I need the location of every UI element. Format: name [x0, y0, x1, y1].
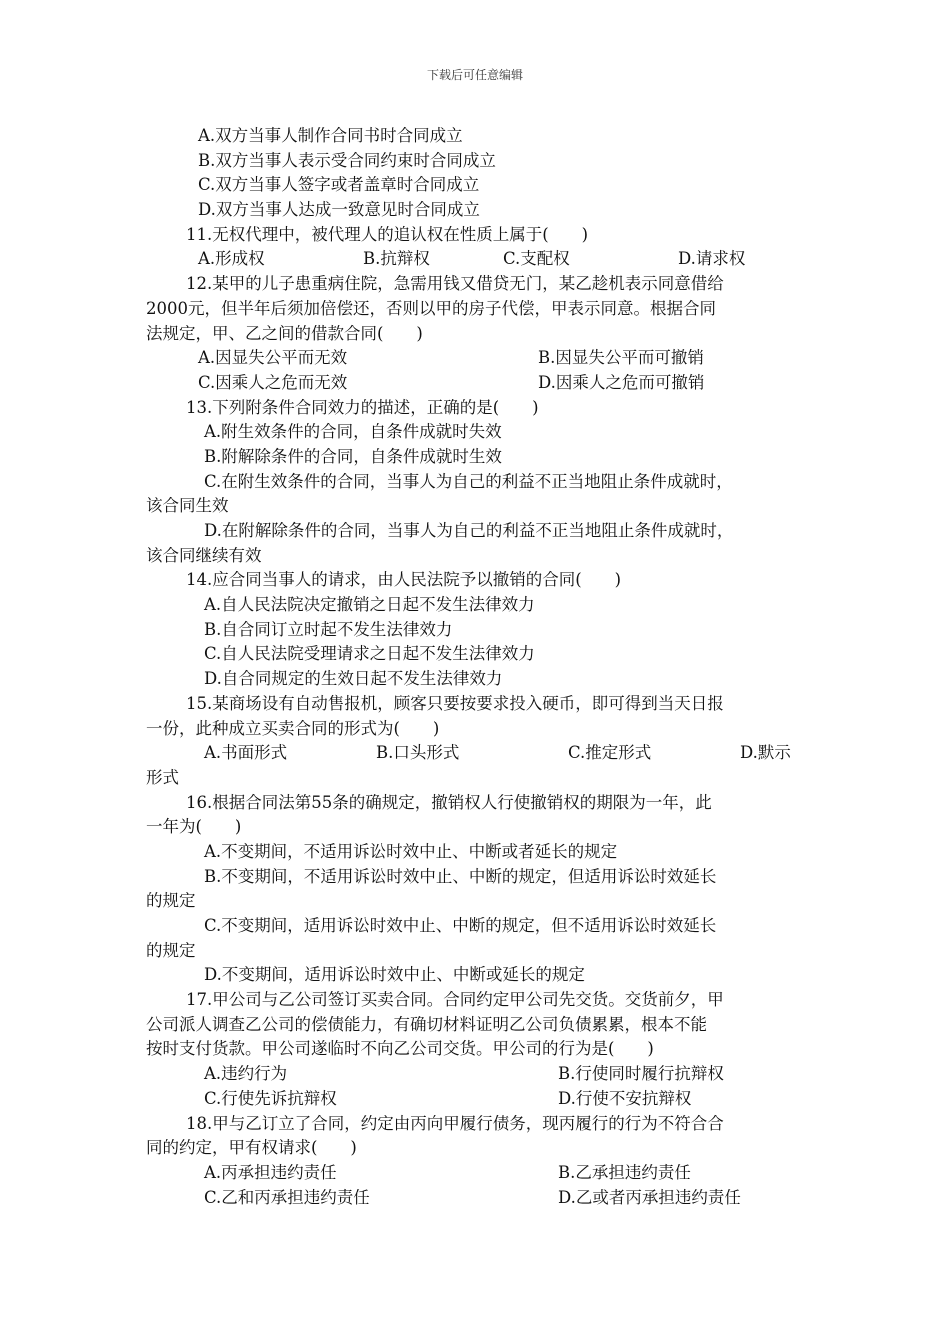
q14-option-b: B.自合同订立时起不发生法律效力 [204, 619, 453, 639]
page-header: 下载后可任意编辑 [426, 68, 523, 82]
option-a: A.双方当事人制作合同书时合同成立 [198, 126, 463, 145]
question-16-line2: 一年为( ) [146, 817, 242, 837]
question-18-line2: 同的约定，甲有权请求( ) [146, 1138, 357, 1158]
question-12-line3: 法规定，甲、乙之间的借款合同( ) [146, 323, 423, 343]
option-b: B.双方当事人表示受合同约束时合同成立 [198, 150, 496, 170]
q18-option-d: D.乙或者丙承担违约责任 [558, 1187, 741, 1207]
q14-option-a: A.自人民法院决定撤销之日起不发生法律效力 [204, 595, 535, 615]
q16-option-d: D.不变期间，适用诉讼时效中止、中断或延长的规定 [204, 965, 585, 985]
q18-options-row1 [146, 1161, 806, 1186]
option-c: C.双方当事人签字或者盖章时合同成立 [198, 175, 480, 195]
question-13: 13.下列附条件合同效力的描述，正确的是( ) [186, 397, 539, 417]
q18-options-row2 [146, 1186, 806, 1211]
q15-option-d-cont: 形式 [146, 767, 179, 787]
question-17-line2: 公司派人调查乙公司的偿债能力，有确切材料证明乙公司负债累累，根本不能 [146, 1014, 707, 1034]
q17-option-d: D.行使不安抗辩权 [558, 1088, 692, 1108]
question-15-line2: 一份，此种成立买卖合同的形式为( ) [146, 718, 440, 738]
q18-option-a: A.丙承担违约责任 [204, 1162, 337, 1182]
question-12-line2: 2000元，但半年后须加倍偿还，否则以甲的房子代偿，甲表示同意。根据合同 [146, 298, 716, 318]
question-14: 14.应合同当事人的请求，由人民法院予以撤销的合同( ) [186, 570, 622, 590]
q13-option-c-line2: 该合同生效 [146, 496, 229, 516]
q15-option-d: D.默示 [740, 743, 791, 763]
option-d: D.双方当事人达成一致意见时合同成立 [198, 200, 480, 220]
q12-options-row2 [146, 371, 806, 396]
q17-option-c: C.行使先诉抗辩权 [204, 1088, 337, 1108]
q13-option-d-line1: D.在附解除条件的合同，当事人为自己的利益不正当地阻止条件成就时， [204, 521, 734, 540]
question-17-line1: 17.甲公司与乙公司签订买卖合同。合同约定甲公司先交货。交货前夕，甲 [186, 990, 724, 1010]
question-16-line1: 16.根据合同法第55条的确规定，撤销权人行使撤销权的期限为一年，此 [186, 792, 712, 812]
q11-option-d: D.请求权 [678, 249, 746, 269]
q18-option-c: C.乙和丙承担违约责任 [204, 1187, 370, 1207]
q13-option-c-line1: C.在附生效条件的合同，当事人为自己的利益不正当地阻止条件成就时， [204, 471, 733, 491]
q15-options [146, 741, 806, 766]
q17-options-row2 [146, 1087, 806, 1112]
question-18-line1: 18.甲与乙订立了合同，约定由丙向甲履行债务，现丙履行的行为不符合合 [186, 1113, 724, 1133]
q17-option-b: B.行使同时履行抗辩权 [558, 1064, 724, 1084]
q15-option-a: A.书面形式 [204, 743, 288, 763]
q18-option-b: B.乙承担违约责任 [558, 1162, 691, 1182]
question-11: 11.无权代理中，被代理人的追认权在性质上属于( ) [186, 224, 589, 244]
q15-option-c: C.推定形式 [568, 743, 652, 763]
question-content [146, 124, 806, 1210]
q12-option-a: A.因显失公平而无效 [198, 348, 348, 368]
q17-option-a: A.违约行为 [204, 1064, 288, 1084]
q16-option-b-line1: B.不变期间，不适用诉讼时效中止、中断的规定，但适用诉讼时效延长 [204, 866, 717, 886]
q13-option-d-line2: 该合同继续有效 [146, 545, 262, 565]
q16-option-c-line2: 的规定 [146, 940, 196, 960]
q11-option-c: C.支配权 [503, 249, 570, 269]
q11-options [146, 247, 806, 272]
question-12-line1: 12.某甲的儿子患重病住院，急需用钱又借贷无门，某乙趁机表示同意借给 [186, 274, 724, 294]
q11-option-a: A.形成权 [198, 249, 265, 269]
q12-options-row1 [146, 346, 806, 371]
q16-option-c-line1: C.不变期间，适用诉讼时效中止、中断的规定，但不适用诉讼时效延长 [204, 916, 717, 935]
q14-option-c: C.自人民法院受理请求之日起不发生法律效力 [204, 644, 535, 664]
q12-option-c: C.因乘人之危而无效 [198, 372, 348, 392]
q13-option-b: B.附解除条件的合同，自条件成就时生效 [204, 446, 502, 466]
q17-options-row1 [146, 1062, 806, 1087]
question-15-line1: 15.某商场设有自动售报机，顾客只要按要求投入硬币，即可得到当天日报 [186, 693, 724, 713]
q14-option-d: D.自合同规定的生效日起不发生法律效力 [204, 669, 503, 689]
q13-option-a: A.附生效条件的合同，自条件成就时失效 [204, 422, 502, 442]
q16-option-a: A.不变期间，不适用诉讼时效中止、中断或者延长的规定 [204, 841, 618, 861]
question-17-line3: 按时支付货款。甲公司遂临时不向乙公司交货。甲公司的行为是( ) [146, 1039, 654, 1059]
q12-option-d: D.因乘人之危而可撤销 [538, 372, 705, 392]
q16-option-b-line2: 的规定 [146, 891, 196, 911]
q11-option-b: B.抗辩权 [363, 249, 430, 269]
q12-option-b: B.因显失公平而可撤销 [538, 348, 704, 368]
q15-option-b: B.口头形式 [376, 743, 460, 763]
